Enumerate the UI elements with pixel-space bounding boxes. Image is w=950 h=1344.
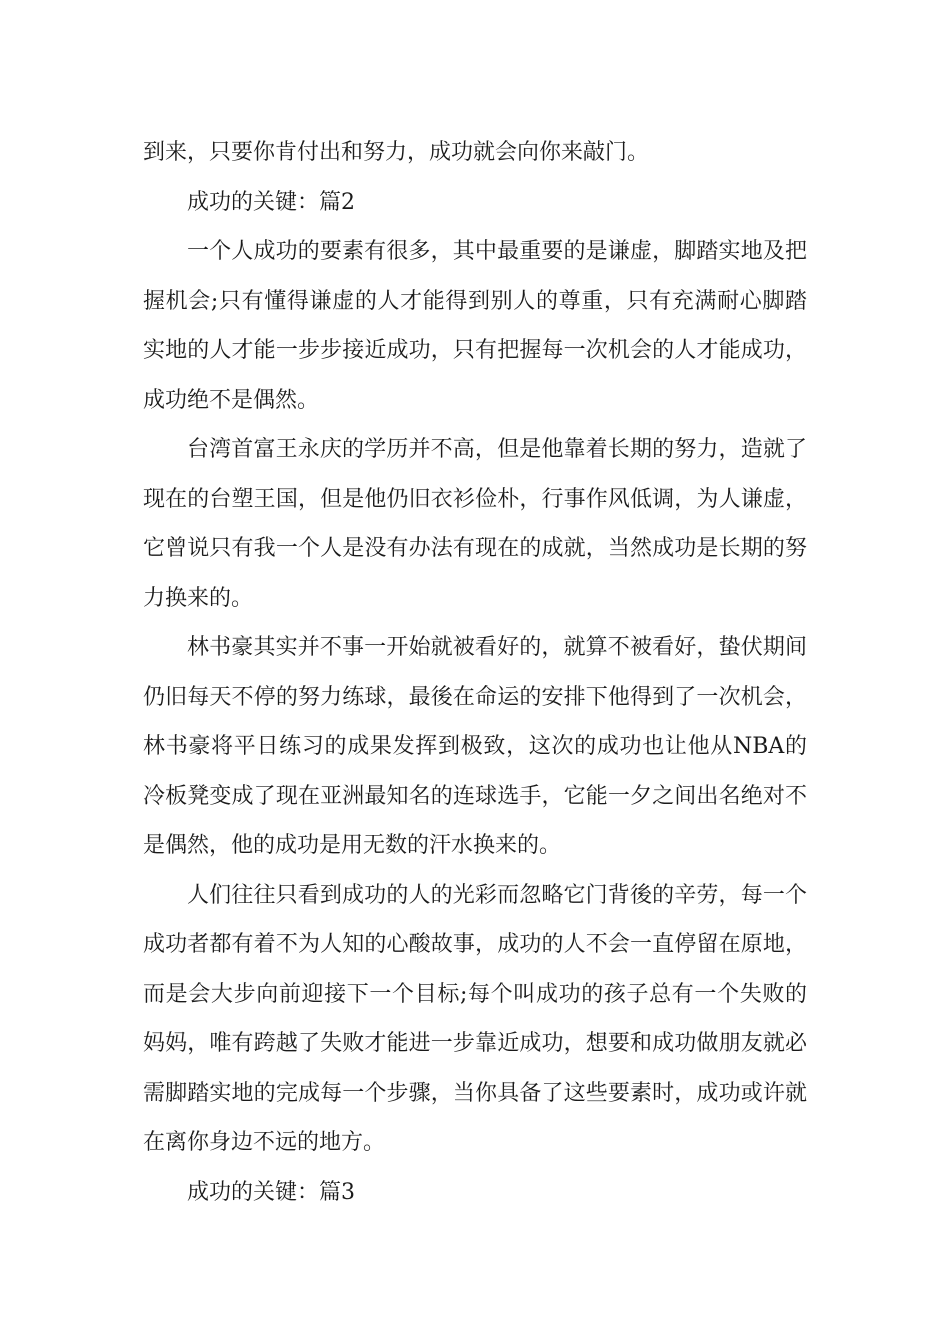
section-heading-3: 成功的关键：篇3 [187,1179,355,1205]
paragraph-continuation: 到来，只要你肯付出和努力，成功就会向你来敲门。 [143,140,650,165]
paragraph: 一个人成功的要素有很多，其中最重要的是谦虚，脚踏实地及把握机会;只有懂得谦虚的人才能得到别人的尊重，只有充满耐心脚踏实地的人才能一步步接近成功，只有把握每一次机会的人才能成功，成功绝不是偶然。 [143,239,807,413]
section-heading-2: 成功的关键：篇2 [187,189,355,215]
paragraph: 台湾首富王永庆的学历并不高，但是他靠着长期的努力，造就了现在的台塑王国，但是他仍旧衣衫俭朴，行事作风低调，为人谦虚，它曾说只有我一个人是没有办法有现在的成就，当然成功是长期的努力换来的。 [143,437,807,611]
paragraph: 人们往往只看到成功的人的光彩而忽略它门背後的辛劳，每一个成功者都有着不为人知的心酸故事，成功的人不会一直停留在原地，而是会大步向前迎接下一个目标;每个叫成功的孩子总有一个失败的妈妈，唯有跨越了失败才能进一步靠近成功，想要和成功做朋友就必需脚踏实地的完成每一个步骤，当你具备了这些要素时，成功或许就在离你身边不远的地方。 [143,882,807,1155]
paragraph: 林书豪其实并不事一开始就被看好的，就算不被看好，蛰伏期间仍旧每天不停的努力练球，最後在命运的安排下他得到了一次机会，林书豪将平日练习的成果发挥到极致，这次的成功也让他从NBA的冷板凳变成了现在亚洲最知名的连球选手，它能一夕之间出名绝对不是偶然，他的成功是用无数的汗水换来的。 [143,635,807,858]
document-body [143,128,807,1217]
